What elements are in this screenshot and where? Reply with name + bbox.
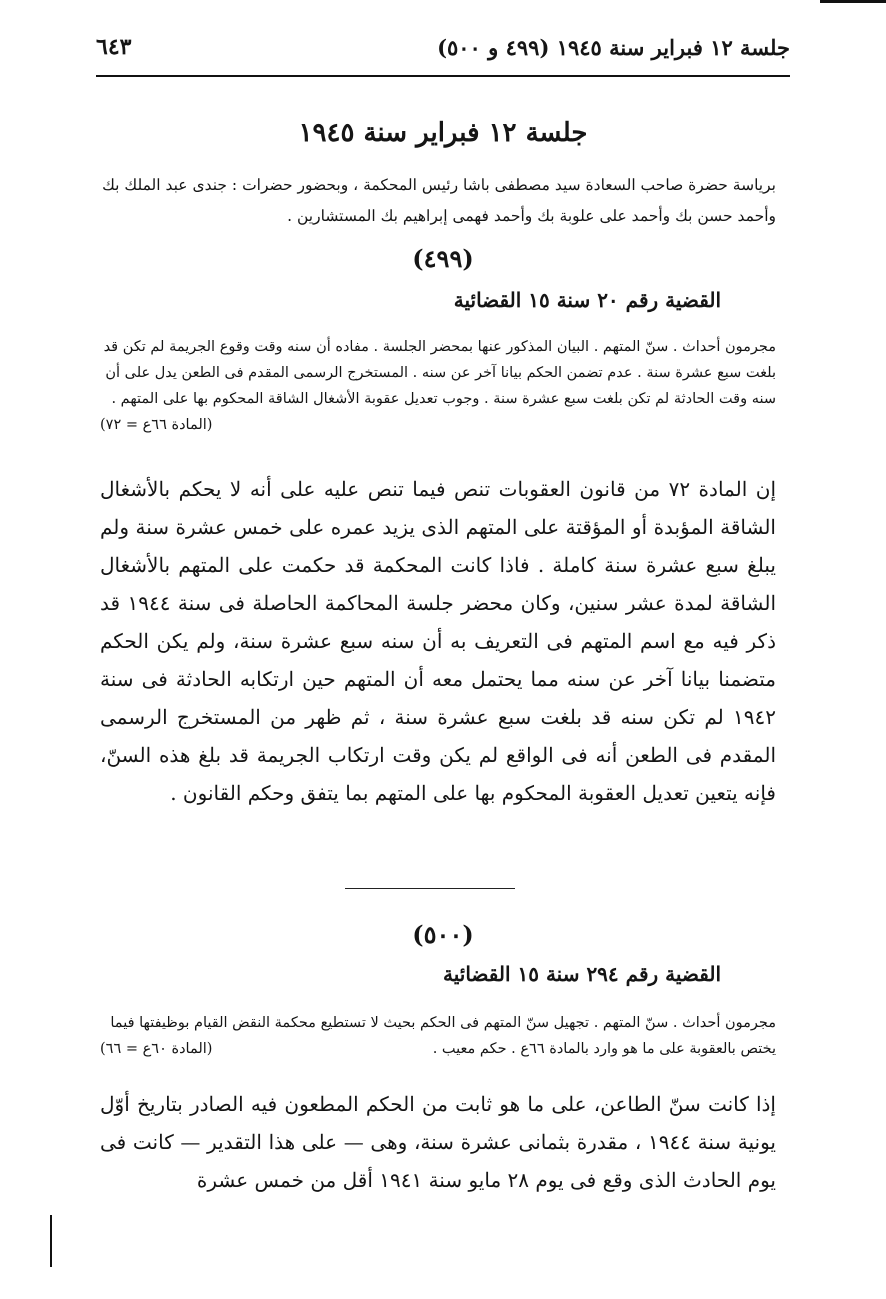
case-title: القضية رقم ٢٩٤ سنة ١٥ القضائية xyxy=(443,962,721,986)
page-number: ٦٤٣ xyxy=(96,34,132,60)
case-number: (٥٠٠) xyxy=(412,920,474,949)
case-title: القضية رقم ٢٠ سنة ١٥ القضائية xyxy=(453,288,721,312)
headnote-text: مجرمون أحداث . سنّ المتهم . البيان المذكور عنها بمحضر الجلسة . مفاده أن سنه وقت وقوع الجريمة لم تكن قد بلغت سبع عشرة سنة . عدم تضمن الحكم بيانا آخر عن سنه . المستخرج الرسمى المقدم فى الطعن يدل على أن سنه وقت الحادثة لم تكن بلغت سبع عشرة سنة . وجوب تعديل عقوبة الأشغال الشاقة المحكوم بها على المتهم . xyxy=(103,339,776,407)
scan-edge-line xyxy=(820,0,886,3)
headnote-text: مجرمون أحداث . سنّ المتهم . تجهيل سنّ المتهم فى الحكم بحيث لا تستطيع محكمة النقض القيام بوظيفتها فيما يختص بالعقوبة على ما هو وارد بالمادة ٦٦ع . حكم معيب . xyxy=(110,1015,776,1057)
session-title: جلسة ١٢ فبراير سنة ١٩٤٥ xyxy=(298,118,588,148)
statute-reference: (المادة ٦٦ع = ٧٢) xyxy=(100,417,213,433)
case-body: إذا كانت سنّ الطاعن، على ما هو ثابت من الحكم المطعون فيه الصادر بتاريخ أوّل يونية سنة ١٩٤٤ ، مقدرة بثمانى عشرة سنة، وهى — على هذا التقدير — كانت فى يوم الحادث الذى وقع فى يوم ٢٨ مايو سنة ١٩٤١ أقل من خمس عشرة xyxy=(100,1092,777,1192)
statute-reference: (المادة ٦٠ع = ٦٦) xyxy=(100,1041,213,1057)
case-body: إن المادة ٧٢ من قانون العقوبات تنص فيما تنص عليه على أنه لا يحكم بالأشغال الشاقة المؤبدة أو المؤقتة على المتهم الذى يزيد عمره على خمس عشرة سنة ولم يبلغ سبع عشرة سنة كاملة . فاذا كانت المحكمة قد حكمت على المتهم بالأشغال الشاقة لمدة عشر سنين، وكان محضر جلسة المحاكمة الحاصلة فى سنة ١٩٤٤ قد ذكر فيه مع اسم المتهم فى التعريف به أن سنه سبع عشرة سنة، ولم يكن الحكم متضمنا بيانا آخر عن سنه مما يحتمل معه أن المتهم حين ارتكابه الحادثة فى سنة ١٩٤٢ لم تكن سنه قد بلغت سبع عشرة سنة ، ثم ظهر من المستخرج الرسمى المقدم فى الطعن أنه فى الواقع لم يكن وقت ارتكاب الجريمة قد بلغ هذه السنّ، فإنه يتعين تعديل العقوبة المحكوم بها على المتهم بما يتفق وحكم القانون . xyxy=(100,477,776,805)
case-headnote xyxy=(100,334,776,438)
page-header xyxy=(96,28,790,66)
header-rule xyxy=(96,75,790,77)
section-divider xyxy=(345,888,515,889)
margin-mark xyxy=(50,1215,52,1267)
case-number: (٤٩٩) xyxy=(412,244,474,273)
running-head: جلسة ١٢ فبراير سنة ١٩٤٥ (٤٩٩ و ٥٠٠) xyxy=(437,34,790,60)
presidency-line: برياسة حضرة صاحب السعادة سيد مصطفى باشا رئيس المحكمة ، وبحضور حضرات : جندى عبد الملك بك وأحمد حسن بك وأحمد على علوبة بك وأحمد فهمى إبراهيم بك المستشارين . xyxy=(102,176,776,225)
case-headnote xyxy=(100,1010,776,1062)
